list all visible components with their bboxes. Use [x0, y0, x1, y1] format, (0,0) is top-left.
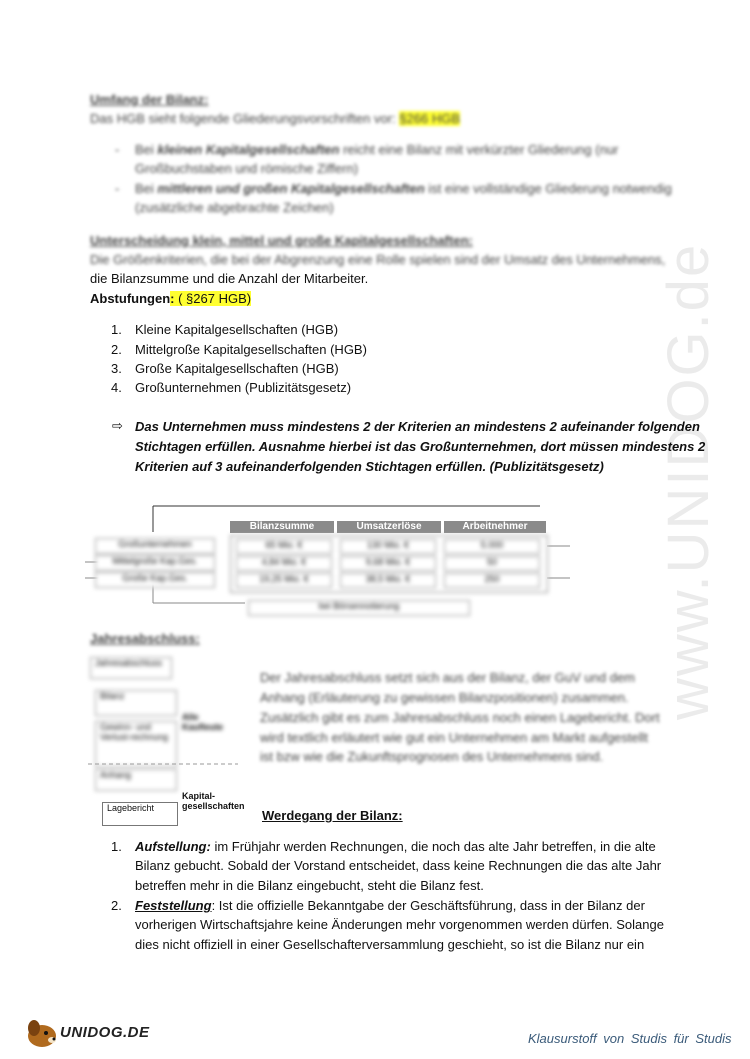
- abstufungen-label: Abstufungen: ( §267 HGB): [90, 291, 252, 306]
- highlight-ref: §266 HGB: [399, 111, 460, 126]
- note-line: Stichtagen erfüllen. Ausnahme hierbei ist das Großunternehmen, dort müssen mindestens 2: [135, 439, 706, 454]
- dog-icon: [22, 1016, 62, 1050]
- diagram-row-label: Mittelgroße Kap.Ges.: [95, 555, 215, 571]
- watermark: www.UNIDOG.de: [656, 242, 721, 720]
- diagram-cell: 130 Mio. €: [340, 539, 436, 554]
- diagram-cell: 50: [444, 556, 540, 571]
- side-label: Alle Kaufleute: [182, 712, 224, 732]
- diagram-header: Bilanzsumme: [230, 521, 334, 533]
- diagram-cell: 19,25 Mio. €: [236, 573, 332, 588]
- diagram-cell: 65 Mio. €: [236, 539, 332, 554]
- section-heading: Werdegang der Bilanz:: [262, 808, 403, 823]
- diagram-cell: 38,5 Mio. €: [340, 573, 436, 588]
- diagram-box: Anhang: [95, 769, 177, 791]
- logo-text: UNIDOG.DE: [60, 1024, 150, 1041]
- diagram-cell: 250: [444, 573, 540, 588]
- diagram-box: Bilanz: [95, 690, 177, 716]
- lagebericht-box: Lagebericht: [102, 802, 178, 826]
- note-line: Das Unternehmen muss mindestens 2 der Kriterien an mindestens 2 aufeinander folgenden: [135, 419, 700, 434]
- paragraph-line: die Bilanzsumme und die Anzahl der Mitarbeiter.: [90, 271, 369, 286]
- diagram-box: Jahresabschluss: [90, 657, 172, 679]
- diagram-box: Gewinn- und Verlust-rechnung: [95, 721, 177, 767]
- diagram-header: Arbeitnehmer: [444, 521, 546, 533]
- document-page: www.UNIDOG.de Umfang der Bilanz: Das HGB sieht folgende Gliederungsvorschriften vor: §266 HGB - Bei kleinen Kapitalgesellschaften reicht eine Bilanz mit verkürzter Gliederung (nur Großbuchstaben und römische Ziffern) - Bei mittleren und großen Kapitalgesellschaften ist eine vollständige Gliederung notwendig (zusätzliche abgebrachte Zeichen) Unterscheidung klein, mittel und große Kapitalgesellschaften: Die Größenkriterien, die bei der Abgrenzung eine Rolle spielen sind der Umsatz des Unternehmens, die Bilanzsumme und die Anzahl der Mitarbeiter. Abstufungen: ( §267 HGB) 1. Kleine Kapitalgesellschaften (HGB) 2. Mittelgroße Kapitalgesellschaften (HGB) 3. Große Kapitalgesellschaften (HGB) 4. Großunternehmen (Publizitätsgesetz) ⇨ Das Unternehmen muss mindestens 2 der Kriterien an mindestens 2 aufeinander folgenden Stichtagen erfüllen. Ausnahme hierbei ist das Großunternehmen, dort müssen mindestens 2 Kriterien auf 3 aufeinanderfolgenden Stichtagen erfüllen. (Publizitätsgesetz) Bilanzsumme Umsatzerlöse Arbeitnehmer Großunternehmen Mittelgroße Kap.Ges. Große Kap.Ges. 65 Mio. € 130 Mio. € 5.000 4,84 Mio. € 9,68 Mio. € 50 19,25 Mio. € 38,5 Mio. € 250 bei Börsennotierung Jahresabschluss: Jahresabschluss Bilanz Gewinn- und Verlust-rechnung Anhang Alle Kaufleute Lagebericht Kapital- gesellschaften Der Jahresabschluss setzt sich aus der Bilanz, der GuV und dem Anhang (Erläuterung zu gewissen Bilanzpositionen) zusammen. Zusätzlich gibt es zum Jahresabschluss noch einen Lagebericht. Dort wird textlich erläutert wie gut ein Unternehmen am Markt aufgestellt ist bzw wie die Zukunftsprognosen des Unternehmens sind. Werdegang der Bilanz: 1. Aufstellung: im Frühjahr werden Rechnungen, die noch das alte Jahr betreffen, in die alte Bilanz gebucht. Sobald der Vorstand entscheidet, dass keine Rechnungen die das alte Jahr betreffen mehr in die Bilanz eingebucht, steht die Bilanz fest. 2. Feststellung: Ist die offizielle Bekanntgabe der Geschäftsführung, dass in der Bilanz der vorherigen Wirtschaftsjahre keine Änderungen mehr vorgenommen werden dürfen. Solange dies nicht offiziell in einer Gesellschafterversammlung geschieht, so ist die Bilanz nur ein UNIDOG.DE Klausurstoff von Studis für Studis: [0, 0, 750, 1059]
- section-heading: Jahresabschluss:: [90, 631, 200, 646]
- unidog-logo[interactable]: [22, 1016, 152, 1050]
- bullet-item-cont: (zusätzliche abgebrachte Zeichen): [135, 200, 334, 215]
- dashed-divider: [88, 762, 238, 766]
- paragraph-line: Die Größenkriterien, die bei der Abgrenzung eine Rolle spielen sind der Umsatz des Unternehmens,: [90, 252, 666, 267]
- bullet-item-cont: Großbuchstaben und römische Ziffern): [135, 161, 359, 176]
- diagram-footer-box: bei Börsennotierung: [248, 600, 470, 616]
- footer-tagline: Klausurstoff von Studis für Studis: [528, 1031, 732, 1046]
- side-label: Kapital- gesellschaften: [182, 791, 245, 811]
- arrow-icon: ⇨: [112, 418, 123, 433]
- diagram-row-label: Großunternehmen: [95, 538, 215, 554]
- diagram-row-label: Große Kap.Ges.: [95, 572, 215, 588]
- note-line: Kriterien auf 3 aufeinanderfolgenden Stichtagen erfüllen. (Publizitätsgesetz): [135, 459, 604, 474]
- section-heading: Unterscheidung klein, mittel und große Kapitalgesellschaften:: [90, 233, 473, 248]
- diagram-header: Umsatzerlöse: [337, 521, 441, 533]
- diagram-cell: 9,68 Mio. €: [340, 556, 436, 571]
- diagram-cell: 5.000: [444, 539, 540, 554]
- section-heading: Umfang der Bilanz:: [90, 92, 209, 107]
- diagram-cell: 4,84 Mio. €: [236, 556, 332, 571]
- section-intro: Das HGB sieht folgende Gliederungsvorschriften vor: §266 HGB: [90, 111, 460, 126]
